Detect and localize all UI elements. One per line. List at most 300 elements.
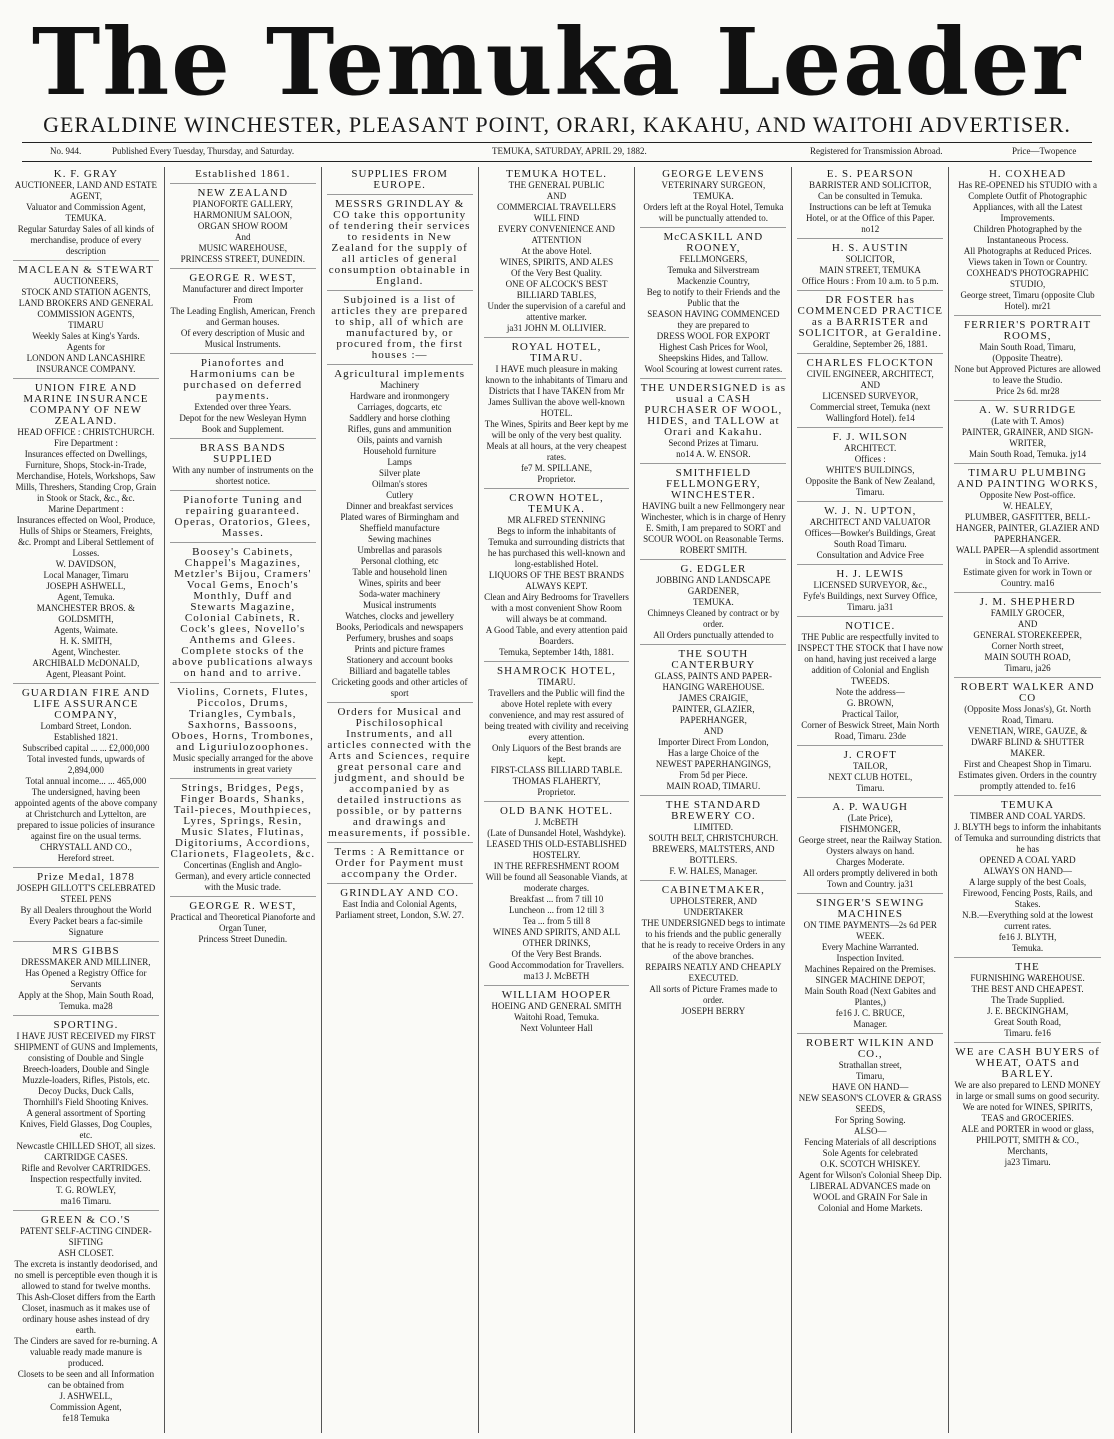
advertisement-line: Waitohi Road, Temuka. (514, 1012, 599, 1022)
advertisement-line: Stationery and account books (346, 655, 453, 665)
advertisement-heading: ROBERT WILKIN AND CO., (806, 1037, 935, 1060)
column-4 (479, 167, 636, 1433)
advertisement-line: LIQUORS OF THE BEST BRANDS ALWAYS KEPT. (488, 570, 625, 591)
advertisement-line: HARMONIUM SALOON, (193, 210, 293, 220)
advertisement-line: Silver plate (379, 468, 421, 478)
advertisement-line: UNDERTAKER (683, 907, 744, 917)
advertisement-line: Perfumery, brushes and soaps (346, 633, 454, 643)
advertisement-line: A large supply of the best Coals, Firewood, Fencing Posts, Rails, and Stakes. (962, 877, 1093, 909)
advertisement-line: Agents, Waimate. (54, 625, 118, 635)
advertisement-line: Has RE-OPENED his STUDIO with a Complete Outfit of Photographic Appliances, with all the Latest Improvements. (958, 180, 1097, 223)
advertisement-line: LICENSED SURVEYOR, &c., (813, 580, 927, 590)
column-2 (165, 167, 322, 1433)
advertisement-line: From 5d per Piece. (679, 770, 748, 780)
advertisement-heading: MRS GIBBS (52, 945, 120, 957)
advertisement-line: Agent for Wilson's Colonial Sheep Dip. (798, 1170, 942, 1180)
advertisement-line: CIVIL ENGINEER, ARCHITECT, (806, 369, 934, 379)
issue-dateline: TEMUKA, SATURDAY, APRIL 29, 1882. (492, 146, 647, 156)
advertisement-line: The Trade Supplied. (990, 995, 1065, 1005)
advertisement (640, 800, 786, 881)
advertisement-heading: E. S. PEARSON (826, 168, 914, 180)
advertisement-line: Timaru. (856, 783, 885, 793)
advertisement-line: WHITE'S BUILDINGS, (825, 465, 915, 475)
advertisement-line: Timaru. (856, 487, 885, 497)
advertisement-line: AUCTIONEERS, (53, 276, 119, 286)
advertisement-line: THOMAS FLAHERTY, (512, 776, 601, 786)
advertisement (484, 342, 630, 489)
advertisement-line: Closets to be seen and all Information can be obtained from (17, 1369, 155, 1390)
masthead-rule-top (22, 142, 1092, 143)
advertisement-heading: THE STANDARD BREWERY CO. (665, 799, 761, 822)
advertisement-heading: Pianoforte Tuning and repairing guaranteed. Operas, Oratorios, Glees, Masses. (174, 494, 312, 539)
advertisement-line: East India and Colonial Agents, (342, 899, 457, 909)
advertisement-heading: Pianofortes and Harmoniums can be purchased on deferred payments. (183, 357, 303, 402)
advertisement-line: G. BROWN, (846, 698, 894, 708)
advertisement (797, 621, 943, 746)
advertisement (797, 569, 943, 617)
advertisement-line: Inspection Invited. (836, 953, 904, 963)
advertisement-heading: Subjoined is a list of articles they are prepared to ship, all of which are manufactured by, or procured from, the first houses :— (331, 294, 469, 361)
advertisement-line: Corner of Beswick Street, Main North Road, Timaru. 23de (801, 720, 940, 741)
advertisement-line: PAINTER, GRAINER, AND SIGN-WRITER, (961, 427, 1094, 448)
advertisement-line: LAND BROKERS AND GENERAL COMMISSION AGENTS, (18, 298, 154, 319)
issue-price: Price—Twopence (1012, 146, 1077, 156)
advertisement-line: Insurances effected on Dwellings, Furniture, Shops, Stock-in-Trade, Merchandise, Hotels, Workshops, Saw Mills, Threshers, Standing Crop, Grain in Stook or Stack, &c., &c. (15, 449, 157, 503)
advertisement-line: BARRISTER AND SOLICITOR, (809, 180, 932, 190)
advertisement-line: FISHMONGER, (839, 824, 901, 834)
advertisement (13, 688, 159, 868)
advertisement-heading: TEMUKA (1001, 799, 1055, 811)
advertisement-line: GENERAL STOREKEEPER, (973, 630, 1082, 640)
advertisement-line: THE UNDERSIGNED begs to intimate to his friends and the public generally that he is ready to receive Orders in any of the above branches. (641, 918, 786, 961)
advertisement-line: Timaru, (856, 1071, 885, 1081)
advertisement (327, 888, 473, 924)
advertisement-line: Music specially arranged for the above instruments in great variety (172, 753, 313, 774)
advertisement (797, 432, 943, 502)
advertisement-heading: J. CROFT (843, 749, 897, 761)
advertisement-line: SOLICITOR, (845, 254, 895, 264)
advertisement-line: AND (860, 380, 880, 390)
advertisement-line: We are noted for WINES, SPIRITS, TEAS and GROCERIES. (962, 1102, 1093, 1123)
advertisement-line: All Photographs at Reduced Prices. (963, 246, 1092, 256)
advertisement-line: THE GENERAL PUBLIC (508, 180, 605, 190)
advertisement-line: WINES AND SPIRITS, AND ALL OTHER DRINKS, (492, 927, 621, 948)
advertisement-line: Consultation and Advice Free (816, 550, 924, 560)
advertisement-line: Lombard Street, London. (40, 721, 132, 731)
advertisement-line: no14 A. W. ENSOR. (676, 449, 751, 459)
advertisement-line: Total annual income... ... 465,000 (25, 776, 147, 786)
advertisement (13, 1215, 159, 1427)
advertisement-line: Fyfe's Buildings, next Survey Office, (803, 591, 938, 601)
advertisement-line: Opposite the Bank of New Zealand, (805, 476, 935, 486)
column-3 (322, 167, 479, 1433)
advertisement-heading: TIMARU PLUMBING AND PAINTING WORKS, (956, 467, 1099, 490)
advertisement-line: JOSEPH BERRY (681, 1006, 746, 1016)
column-6 (792, 167, 949, 1433)
advertisement-line: ARCHIBALD McDONALD, (32, 658, 140, 668)
advertisement-line: Offices—Bowker's Buildings, Great South Road Timaru. (804, 528, 936, 549)
advertisement-heading: WILLIAM HOOPER (501, 989, 612, 1001)
advertisement-line: Cutlery (386, 490, 414, 500)
advertisement-line: they are prepared to (677, 320, 750, 330)
advertisement-line: W. DAVIDSON, (55, 559, 117, 569)
advertisement (170, 358, 316, 439)
advertisement (797, 243, 943, 291)
advertisement-heading: THE SOUTH CANTERBURY (671, 648, 756, 671)
advertisement-line: EVERY CONVENIENCE AND ATTENTION (498, 224, 615, 245)
advertisement-line: IN THE REFRESHMENT ROOM (493, 861, 620, 871)
advertisement-heading: OLD BANK HOTEL. (499, 805, 614, 817)
advertisement-line: AUCTIONEER, LAND AND ESTATE AGENT, (14, 180, 158, 201)
advertisement-line: Opposite New Post-office. (979, 490, 1076, 500)
advertisement-heading: SUPPLIES FROM EUROPE. (351, 168, 448, 191)
advertisement-line: (Opposite Theatre). (992, 353, 1063, 363)
advertisement-line: COXHEAD'S PHOTOGRAPHIC STUDIO, (966, 268, 1089, 289)
advertisement-line: PRINCESS STREET, DUNEDIN. (180, 254, 305, 264)
advertisement-line: Children Photographed by the Instantaneous Process. (973, 224, 1082, 245)
advertisement-line: Valuator and Commission Agent, (26, 202, 146, 212)
advertisement-line: The undersigned, having been appointed agents of the above company at Christchurch and Lyttelton, are prepared to issue policies of insurance against fire on the usual terms. (14, 787, 158, 841)
advertisement-heading: MESSRS GRINDLAY & CO take this opportunity of tendering their services to residents in New Zealand for the supply of all articles of general consumption obtainable in England. (328, 198, 471, 287)
advertisement-line: ARCHITECT AND VALUATOR (809, 517, 931, 527)
advertisement-line: Can be consulted in Temuka. Instructions can be left at Temuka Hotel, or at the Office of this Paper. no12 (805, 191, 935, 234)
advertisement-heading: CABINETMAKER, (661, 884, 765, 896)
advertisement-heading: FERRIER'S PORTRAIT ROOMS, (963, 319, 1092, 342)
advertisement-line: BREWERS, MALTSTERS, AND BOTTLERS. (652, 844, 775, 865)
advertisement-line: I HAVE JUST RECEIVED my FIRST SHIPMENT of GUNS and Implements, consisting of Double and Single Breech-loaders, Double and Single Muzzle-loaders, Rifles, Pistols, etc. (14, 1031, 158, 1085)
advertisement-line: Oilman's stores (371, 479, 428, 489)
publication-schedule: Published Every Tuesday, Thursday, and Saturday. (112, 146, 295, 156)
advertisement-line: ON TIME PAYMENTS—2s 6d PER WEEK. (803, 920, 937, 941)
advertisement (954, 320, 1101, 401)
advertisement-line: Inspection respectfully invited. (30, 1174, 142, 1184)
advertisement-line: TIMARU. (537, 677, 576, 687)
advertisement-line: Temuka. (1012, 943, 1044, 953)
advertisement-line: THE BEST AND CHEAPEST. (971, 984, 1084, 994)
advertisement-line: For Spring Sowing. (834, 1115, 906, 1125)
advertisement-line: TIMBER AND COAL YARDS. (969, 811, 1086, 821)
advertisement-line: NEXT CLUB HOTEL, (828, 772, 913, 782)
advertisement-line: TIMARU (68, 320, 104, 330)
advertisement-line: ORGAN SHOW ROOM (197, 221, 288, 231)
advertisement-line: Agents for (66, 342, 106, 352)
advertisement-line: Temuka, September 14th, 1881. (499, 647, 614, 657)
advertisement-line: WINES, SPIRITS, AND ALES (499, 257, 614, 267)
advertisement-line: ja31 JOHN M. OLLIVIER. (506, 323, 607, 333)
advertisement-columns (8, 167, 1106, 1433)
advertisement (797, 898, 943, 1034)
advertisement-heading: GREEN & CO.'S (41, 1214, 131, 1226)
advertisement-line: TEMUKA. (65, 213, 107, 223)
advertisement (640, 468, 786, 560)
advertisement-line: Personal clothing, etc (360, 556, 439, 566)
advertisement-heading: Agricultural implements (334, 368, 466, 380)
advertisement (13, 1020, 159, 1211)
advertisement-line: Extended over three Years. (194, 402, 292, 412)
advertisement-line: WALL PAPER—A splendid assortment in Stock and To Arrive. (956, 545, 1100, 566)
advertisement-line: The Leading English, American, French and German houses. (170, 306, 316, 327)
advertisement-line: Decoy Ducks, Duck Calls, (38, 1086, 134, 1096)
advertisement (484, 666, 630, 802)
advertisement-heading: BRASS BANDS SUPPLIED (199, 442, 286, 465)
advertisement-line: Highest Cash Prices for Wool, Sheepskins Hides, and Tallow. (658, 342, 769, 363)
advertisement-line: Under the supervision of a careful and attentive marker. (487, 301, 626, 322)
advertisement-line: From (233, 295, 253, 305)
advertisement-line: None but Approved Pictures are allowed to leave the Studio. (954, 364, 1101, 385)
advertisement (797, 802, 943, 894)
advertisement-line: Machines Repaired on the Premises. (804, 964, 936, 974)
advertisement-line: Main South Road (Next Gabites and Plantes,) (804, 986, 936, 1007)
advertisement-line: Fire Department : (53, 438, 118, 448)
advertisement-line: At the above Hotel. (521, 246, 592, 256)
advertisement-line: Of the Very Best Quality. (511, 268, 602, 278)
advertisement-line: All orders promptly delivered in both Town and Country. ja31 (802, 868, 938, 889)
column-1 (8, 167, 165, 1433)
advertisement-line: Views taken in Town or Country. (968, 257, 1088, 267)
advertisement-line: MR ALFRED STENNING (507, 515, 606, 525)
advertisement-heading: SPORTING. (53, 1019, 119, 1031)
advertisement-line: Plated wares of Birmingham and Sheffield manufacture (340, 512, 459, 533)
advertisement-line: LIMITED. (693, 822, 733, 832)
advertisement-line: COMMERCIAL TRAVELLERS (496, 202, 617, 212)
advertisement-line: Books, Periodicals and newspapers (336, 622, 464, 632)
masthead-rule-bottom (22, 161, 1092, 162)
advertisement-line: Total invested funds, upwards of 2,894,000 (27, 754, 145, 775)
advertisement-line: Luncheon ... from 12 till 3 (509, 905, 604, 915)
advertisement-line: The excreta is instantly deodorised, and no smell is perceptible even though it is allowed to stand for twelve months. (14, 1259, 158, 1291)
advertisement-line: N.B.—Everything sold at the lowest current rates. (962, 910, 1094, 931)
advertisement-line: Established 1821. (53, 732, 118, 742)
advertisement-line: Thornhill's Field Shooting Knives. (23, 1097, 149, 1107)
advertisement-line: Concertinas (English and Anglo-German), and every article connected with the Music trade. (175, 860, 311, 892)
advertisement-line: THE Public are respectfully invited to INSPECT THE STOCK that I have now on hand, having just received a large addition of Colonial and English TWEEDS. (797, 632, 943, 686)
advertisement-line: Main South Road, Timaru, (979, 342, 1076, 352)
advertisement-line: Hereford street. (57, 853, 115, 863)
advertisement-line: J. ASHWELL, (59, 1391, 113, 1401)
advertisement-line: Meals at all hours, at the very cheapest rates. (486, 441, 627, 462)
advertisement-heading: A. P. WAUGH (832, 801, 909, 813)
advertisement-line: Lamps (387, 457, 412, 467)
advertisement-line: J. BLYTH begs to inform the inhabitants of Temuka and surrounding districts that he has (954, 822, 1101, 854)
advertisement-heading: Orders for Musical and Pischilosophical Instruments, and all articles connected with the Arts and Sciences, require great personal care and judgment, and should be accompanied by as detailed instructions as possible, or by patterns and drawings and measurements, if possible. (327, 706, 472, 839)
advertisement-heading: SHAMROCK HOTEL, (497, 665, 616, 677)
advertisement-line: PATENT SELF-ACTING CINDER-SIFTING (20, 1226, 152, 1247)
advertisement-line: And (235, 232, 251, 242)
advertisement-line: With any number of instruments on the shortest notice. (172, 465, 314, 486)
advertisement-line: VETERINARY SURGEON, (661, 180, 766, 190)
advertisement (954, 597, 1101, 678)
advertisement-line: fe16 J. C. BRUCE, (835, 1008, 905, 1018)
newspaper-title: The Temuka Leader (31, 8, 1083, 116)
advertisement-line: Billiard and bagatelle tables (349, 666, 450, 676)
advertisement-heading: CROWN HOTEL, TEMUKA. (509, 492, 604, 515)
advertisement-line: Wool Scouring at lowest current rates. (644, 364, 783, 374)
advertisement-line: ALSO— (853, 1126, 887, 1136)
advertisement-line: NEWEST PAPERHANGINGS, (655, 759, 771, 769)
advertisement-line: Machinery (380, 380, 420, 390)
advertisement (954, 800, 1101, 958)
advertisement-line: Regular Saturday Sales of all kinds of merchandise, produce of every description (17, 224, 155, 256)
advertisement-line: ALWAYS ON HAND— (983, 866, 1072, 876)
advertisement-heading: F. J. WILSON (832, 431, 908, 443)
advertisement-heading: H. J. LEWIS (836, 568, 905, 580)
advertisement-line: CARTRIDGE CASES. (44, 1152, 128, 1162)
advertisement-line: Newcastle CHILLED SHOT, all sizes. (16, 1141, 156, 1151)
advertisement-line: Has a large Choice of the (667, 748, 759, 758)
advertisement (327, 199, 473, 291)
advertisement-line: Table and household linen (352, 567, 447, 577)
advertisement-line: FELLMONGERS, (679, 254, 748, 264)
advertisement-line: George street, Timaru (opposite Club Hotel). mr21 (960, 290, 1095, 311)
advertisement-line: Corner North street, (991, 641, 1064, 651)
advertisement (954, 169, 1101, 316)
advertisement-line: Commission Agent, (50, 1402, 122, 1412)
advertisement (13, 383, 159, 684)
advertisement-line: Agent, Temuka. (57, 592, 115, 602)
advertisement-line: AND (1017, 619, 1038, 629)
newspaper-subtitle: GERALDINE WINCHESTER, PLEASANT POINT, ORARI, KAKAHU, AND WAITOHI ADVERTISER. (43, 112, 1071, 137)
advertisement-line: By all Dealers throughout the World (20, 905, 152, 915)
advertisement-line: Soda-water machinery (359, 589, 441, 599)
advertisement-heading: H. S. AUSTIN (831, 242, 909, 254)
advertisement-line: Only Liquors of the Best brands are kept. (492, 743, 621, 764)
advertisement-line: MANCHESTER BROS. & GOLDSMITH, (36, 603, 136, 624)
advertisement-line: Practical Tailor, (841, 709, 899, 719)
advertisement-heading: SINGER'S SEWING MACHINES (816, 897, 925, 920)
advertisement-heading: CHARLES FLOCKTON (806, 357, 934, 369)
advertisement-line: Marine Department : (48, 504, 124, 514)
advertisement-line: MAIN ROAD, TIMARU. (666, 781, 761, 791)
advertisement (13, 872, 159, 942)
advertisement-line: Has Opened a Registry Office for Servants (25, 968, 147, 989)
advertisement-line: JOSEPH GILLOTT'S CELEBRATED (16, 883, 156, 893)
advertisement-line: MUSIC WAREHOUSE, (198, 243, 287, 253)
advertisement-line: Merchants, (1007, 1146, 1048, 1156)
advertisement (640, 169, 786, 228)
advertisement-heading: GEORGE R. WEST, (189, 900, 297, 912)
advertisement (797, 295, 943, 354)
column-7 (949, 167, 1106, 1433)
advertisement-line: A general assortment of Sporting Knives, Field Glasses, Dog Couples, etc. (19, 1108, 153, 1140)
advertisement (327, 169, 473, 195)
advertisement-line: H. K. SMITH, (59, 636, 113, 646)
advertisement-line: MAIN SOUTH ROAD, (984, 652, 1071, 662)
advertisement (797, 1038, 943, 1217)
advertisement-line: ma13 J. McBETH (523, 971, 590, 981)
advertisement-line: T. G. ROWLEY, (55, 1185, 116, 1195)
advertisement-line: Sewing machines (368, 534, 432, 544)
advertisement (170, 188, 316, 269)
advertisement-line: FAMILY GROCER, (990, 608, 1065, 618)
advertisement (170, 273, 316, 354)
advertisement-heading: Violins, Cornets, Flutes, Piccolos, Drums, Triangles, Cymbals, Saxhorns, Bassoons, Oboes, Horns, Trombones, and Liguriulozoophones. (171, 686, 314, 753)
advertisement-heading: GRINDLAY AND CO. (340, 887, 460, 899)
advertisement-line: George street, near the Railway Station. (798, 835, 942, 845)
advertisement-line: SEASON HAVING COMMENCED (647, 309, 780, 319)
advertisement-line: Next Volunteer Hall (520, 1023, 593, 1033)
advertisement-heading: Established 1861. (195, 168, 291, 180)
advertisement-line: (Late with T. Amos) (991, 416, 1064, 426)
advertisement-line: First and Cheapest Shop in Timaru. (963, 759, 1092, 769)
advertisement (954, 468, 1101, 593)
issue-number: No. 944. (50, 146, 82, 156)
advertisement-line: STOCK AND STATION AGENTS, (21, 287, 151, 297)
advertisement-line: Breakfast ... from 7 till 10 (509, 894, 604, 904)
advertisement (170, 495, 316, 543)
advertisement-line: Timaru. ja31 (847, 602, 894, 612)
advertisement-line: PAINTER, GLAZIER, PAPERHANGER, (672, 704, 755, 725)
advertisement-line: Fencing Materials of all descriptions (804, 1137, 937, 1147)
advertisement-heading: TEMUKA HOTEL. (506, 168, 607, 180)
advertisement-heading: GUARDIAN FIRE AND LIFE ASSURANCE COMPANY, (21, 687, 151, 721)
advertisement-line: ARCHITECT. (844, 443, 897, 453)
advertisement (797, 358, 943, 428)
advertisement-line: Insurances effected on Wool, Produce, Hulls of Ships or Steamers, Freights, &c. Prompt and Liberal Settlement of Losses. (16, 515, 156, 558)
advertisement-line: Price 2s 6d. mr28 (995, 386, 1060, 396)
advertisement-line: Proprietor. (537, 474, 576, 484)
advertisement-line: ONE OF ALCOCK'S BEST BILLIARD TABLES, (505, 279, 608, 300)
advertisement-line: Clean and Airy Bedrooms for Travellers with a most convenient Show Room will always be at command. (484, 592, 629, 624)
advertisement-line: Proprietor. (537, 787, 576, 797)
advertisement (484, 169, 630, 338)
advertisement-line: Cricketing goods and other articles of sport (331, 677, 468, 698)
advertisement-line: Of the Very Best Brands. (511, 949, 602, 959)
advertisement-line: HAVING built a new Fellmongery near Winchester, which is in charge of Henry E. Smith, I am prepared to SORT and SCOUR WOOL on Reasonable Terms. (640, 501, 786, 544)
advertisement-line: Local Manager, Timaru (43, 570, 129, 580)
advertisement-line: ALE and PORTER in wood or glass, (961, 1124, 1094, 1134)
advertisement-line: Oysters always on hand. (826, 846, 915, 856)
advertisement-line: We are also prepared to LEND MONEY in large or small sums on good security. (954, 1080, 1101, 1101)
advertisement-line: Watches, clocks and jewellery (345, 611, 455, 621)
advertisement (640, 232, 786, 379)
advertisement-line: Agent, Pleasant Point. (45, 669, 126, 679)
advertisement (327, 707, 473, 843)
advertisement-line: TEMUKA. (692, 597, 734, 607)
advertisement-line: REPAIRS NEATLY AND CHEAPLY EXECUTED. (645, 962, 782, 983)
advertisement-line: GLASS, PAINTS AND PAPER-HANGING WAREHOUSE. (654, 671, 773, 692)
advertisement-heading: THE UNDERSIGNED is as usual a CASH PURCHASER OF WOOL, HIDES, and TALLOW at Orari and Kakahu. (640, 382, 787, 438)
advertisement-line: Dinner and breakfast services (346, 501, 453, 511)
advertisement-line: ja23 Timaru. (1004, 1157, 1051, 1167)
advertisement-line: Every Packet bears a fac-simile Signature (29, 916, 143, 937)
advertisement (170, 443, 316, 491)
issue-info-bar (22, 146, 1092, 160)
advertisement-line: JOSEPH ASHWELL, (46, 581, 126, 591)
advertisement-line: The Cinders are saved for re-burning. A valuable ready made manure is produced. (14, 1336, 158, 1368)
advertisement-heading: NOTICE. (845, 620, 896, 632)
advertisement-line: ROBERT SMITH. (679, 545, 748, 555)
advertisement-line: Good Accommodation for Travellers. (489, 960, 624, 970)
advertisement-line: NEW SEASON'S CLOVER & GRASS SEEDS, (798, 1093, 942, 1114)
advertisement-line: AND (703, 726, 724, 736)
advertisement-line: LONDON AND LANCASHIRE INSURANCE COMPANY. (26, 353, 146, 374)
advertisement-line: Agent, Winchester. (51, 647, 121, 657)
advertisement-heading: THE (1015, 961, 1040, 973)
advertisement-line: SOUTH BELT, CHRISTCHURCH. (648, 833, 779, 843)
advertisement (170, 169, 316, 184)
advertisement-line: Temuka and Silverstream (667, 265, 760, 275)
advertisement-line: (Late Price), (847, 813, 893, 823)
advertisement-line: W. HEALEY, (1002, 501, 1053, 511)
registration-notice: Registered for Transmission Abroad. (810, 146, 943, 156)
advertisement (13, 169, 159, 261)
advertisement (327, 369, 473, 703)
masthead (0, 0, 1114, 160)
advertisement (327, 847, 473, 884)
advertisement-line: Apply at the Shop, Main South Road, Temuka. ma28 (18, 990, 154, 1011)
advertisement-line: Household furniture (363, 446, 437, 456)
advertisement-line: HOEING AND GENERAL SMITH (491, 1001, 622, 1011)
